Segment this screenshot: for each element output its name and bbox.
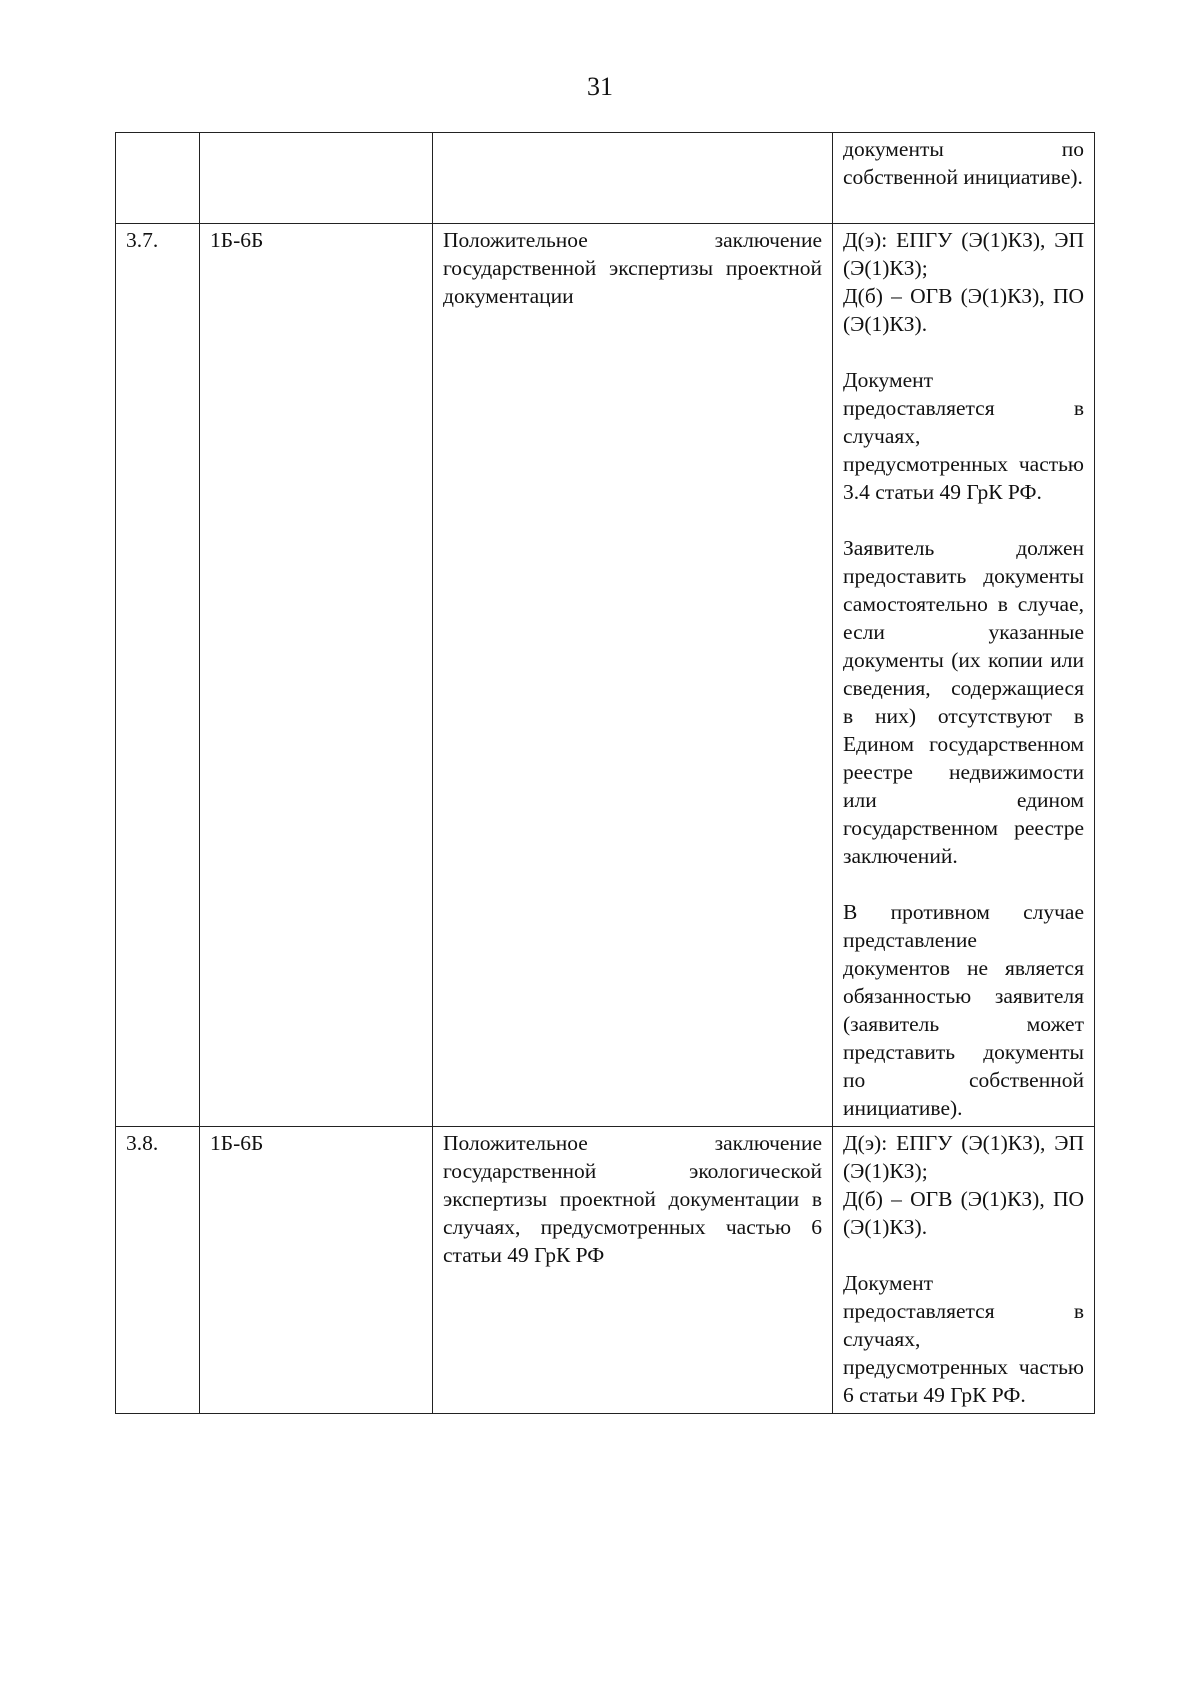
details-line: Д(б) – ОГВ (Э(1)КЗ), ПО (Э(1)КЗ).	[843, 284, 1084, 336]
details-cell	[833, 1127, 1095, 1414]
details-cell	[833, 133, 1095, 224]
table-row	[116, 224, 1095, 1127]
page-number: 31	[587, 72, 613, 101]
details-paragraph: Документ предоставляется в случаях, предусмотренных частью 6 статьи 49 ГрК РФ.	[843, 1271, 1084, 1407]
details-line: Д(б) – ОГВ (Э(1)КЗ), ПО (Э(1)КЗ).	[843, 1187, 1084, 1239]
details-line: Д(э): ЕПГУ (Э(1)КЗ), ЭП (Э(1)КЗ);	[843, 228, 1084, 280]
document-table	[115, 132, 1095, 1414]
table-row	[116, 1127, 1095, 1414]
row-number-cell	[116, 133, 200, 224]
details-paragraph	[843, 1129, 1084, 1241]
code-cell: 1Б-6Б	[200, 224, 433, 1127]
document-name-cell: Положительное заключение государственной экологической экспертизы проектной документации в случаях, предусмотренных частью 6 статьи 49 ГрК РФ	[433, 1127, 833, 1414]
document-name-cell	[433, 133, 833, 224]
code-cell: 1Б-6Б	[200, 1127, 433, 1414]
document-name-cell: Положительное заключение государственной экспертизы проектной документации	[433, 224, 833, 1127]
details-paragraph: В противном случае представление документов не является обязанностью заявителя (заявитель может представить документы по собственной инициативе).	[843, 900, 1084, 1120]
table-row	[116, 133, 1095, 224]
row-number-cell: 3.8.	[116, 1127, 200, 1414]
code-cell	[200, 133, 433, 224]
details-paragraph: Документ предоставляется в случаях, предусмотренных частью 3.4 статьи 49 ГрК РФ.	[843, 368, 1084, 504]
details-line: Д(э): ЕПГУ (Э(1)КЗ), ЭП (Э(1)КЗ);	[843, 1131, 1084, 1183]
details-paragraph	[843, 226, 1084, 338]
row-number-cell: 3.7.	[116, 224, 200, 1127]
details-cell	[833, 224, 1095, 1127]
details-paragraph: Заявитель должен предоставить документы самостоятельно в случае, если указанные документы (их копии или сведения, содержащиеся в них) отсутствуют в Едином государственном реестре недвижимости или едином государственном реестре заключений.	[843, 536, 1084, 868]
details-paragraph: документы по собственной инициативе).	[843, 137, 1084, 189]
